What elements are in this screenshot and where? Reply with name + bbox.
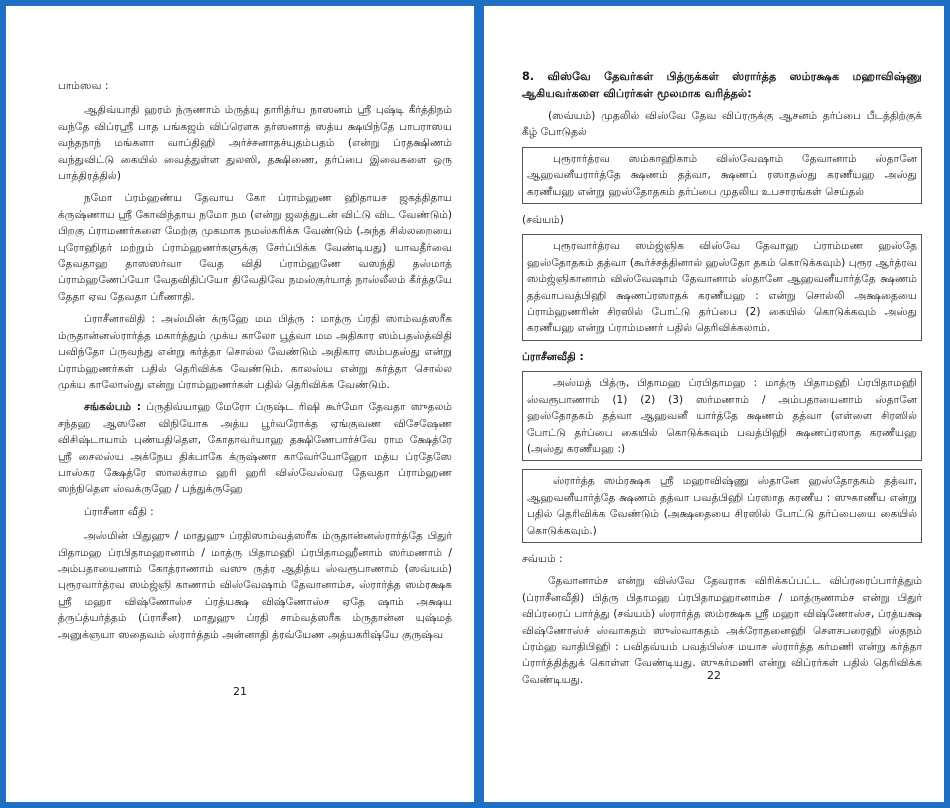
paragraph: ப்ராசீனாவிதி : அஸ்மின் க்ருஹே மம பித்ரு : மாத்ரு ப்ரதி ஸாம்வத்ஸரீக ம்ருதான்னஸ்ரார்த்த மகார்த்தும் முக்ய காலோ பூத்வா மம அதிகார ஸம்பதஸ்த்விதி பவிந்தோ ப்ருவந்து என்று கர்த்தா சொல்ல வேண்டும் அதிகார ஸம்பதஸ்து என்று ப்ராம்ஹணர்கள் பதில் தெரிவிக்க வேண்டும். காலஸ்ய என்று கர்த்தா சொல்ல முக்ய காலோஸ்து என்று ப்ராம்ஹணர்கள் பதில் தெரிவிக்க வேண்டும். (58, 313, 452, 391)
boxed-paragraph: அஸ்மத் பித்ரு, பிதாமஹ ப்ரபிதாமஹ : மாத்ரு பிதாமஹி ப்ரபிதாமஹி ஸ்வரூபாணாம் (1) (2) (3) ஸர்மணாம் / அம்பதாயைனாம் ஸ்தானே ஹஸ்தோதகம் தத்வா ஆஹவனீ யார்த்தே க்ஷணம் தத்வா (எள்ளை சிரஸில் போட்டு தர்ப்பை கையில் கொடுக்கவும் பவத்பிஹி க்ஷணப்ரஸாத கரணீயஹ (அஸ்து கரணீயஹ :) (522, 371, 922, 461)
paragraph: தேவானாம்ச என்று விஸ்வே தேவராக விரிக்கப்பட்ட விப்ரரைப்பார்த்தும் (ப்ராசீனவீதி) பித்ரு பிதாமஹ ப்ரபிதாமஹானாம்ச / மாத்ருணாம்ச என்று பிதுர் விப்ரரைப் பார்த்து (சவ்யம்) ஸ்ரார்த்த ஸம்ரக்ஷக ஸ்ரீ மஹா விஷ்ணோஸ்ச, ப்ரத்யக்ஷ விஷ்ணோஸ்ச் ஸ்வாகதம் ஸுஸ்வாகதம் அக்ரோதனைஹி சௌசபரைஹி ஸ்தநம் ப்ரம்ஹ வாதிபிஹி : பவிதவ்யம் பவத்பிஸ்ச மயாச ஸ்ரார்த்த கர்மணி என்று கர்த்தா ப்ரார்த்தித்துக் கொள்ள வேண்டியது. ஸுகர்மணி என்று விப்ரர்கள் பதில் தெரிவிக்க வேண்டியது. (522, 575, 922, 686)
paragraph: (ஸவ்யம்) முதலில் விஸ்வே தேவ விப்ரருக்கு ஆசனம் தர்ப்பை பீடத்திற்குக் கீழ் போடுதல் (522, 110, 922, 139)
boxed-paragraph: புரூரவார்த்ரவ ஸம்ஜ்ஞிக விஸ்வே தேவாஹ ப்ராம்மண ஹஸ்தே ஹஸ்தோதகம் தத்வா (கூர்ச்சத்தினால் ஹஸ்தோ தகம் கொடுக்கவும்) புரூர ஆர்த்ரவ ஸம்ஜ்ஞிகானாம் விஸ்வேஷாம் தேவானாம் ஸ்தானே ஆஹவனீயார்த்தே க்ஷணம் தத்வாபவத்பிஹி க்ஷணப்ரஸாதக் கரணீயஹ : என்று சொல்லி அக்ஷதையை ப்ராம்ஹணரின் சிரஸில் போட்டு தர்ப்பை (2) கையில் கொடுக்கவும் அஸ்து கரணீயஹ என்று ப்ராம்மணர் பதில் தெரிவிக்கலாம். (522, 234, 922, 340)
paragraph: ஆதிவ்யாதி ஹரம் ந்ருணாம் ம்ருத்யு தாரித்ர்ய நாஸனம் ஸ்ரீ புஷ்டி கீர்த்திநம் வந்தே விப்ரஸ்ரீ பாத பங்கஜம் விப்ரௌக தர்ஸனாத் ஸத்ய க்ஷயிந்தே பாபராஸய வந்தநாந் மங்களா வாப்திஹி அர்ச்சனாதச்யுதம்பதம் (என்று ப்ரதக்ஷிணம் வந்துவிட்டு கையில் வைத்துள்ள துலஸி, தக்ஷிணை, தர்ப்பை இவைகளை ஒரு பாத்திரத்தில்) (58, 104, 452, 183)
section-label: ப்ராசீனா வீதி : (84, 505, 154, 518)
boxed-paragraph: ஸ்ரார்த்த ஸம்ரக்ஷக ஸ்ரீ மஹாவிஷ்ணு ஸ்தானே ஹஸ்தோதகம் தத்வா, ஆஹவனீயார்த்தே க்ஷணம் தத்வா பவத்பிஹி ப்ரஸாத கரணீய : ஸுகாணீய என்று பதில் தெரிவிக்க வேண்டும் (அக்ஷதையை சிரஸில் போட்டு தர்ப்பையை கையில் கொடுக்கவும்.) (522, 469, 922, 543)
paragraph: நமோ ப்ரம்ஹண்ய தேவாய கோ ப்ராம்ஹண ஹிதாயச ஜகத்திதாய க்ருஷ்ணாய ஸ்ரீ கோவிந்தாய நமோ நம (என்று ஜலத்துடன் விட்டு விட வேண்டும்) பிறகு ப்ராமணர்களை மேற்கு முகமாக நமஸ்கரிக்க வேண்டும் (அந்த சில்லறையை புரோஹிதர் மற்றும் ப்ராம்ஹணர்களுக்கு சேர்ப்பிக்க வேண்டியது) யாவதீர்வை தேவதாஹ தாஸஸர்வா வேத விதி ப்ராம்ஹணே வஸந்தி தஸ்மாத் ப்ராம்ஹணேப்யோ வேதவிதிப்யோ திவேதிவே நமஸ்குர்யாத் நாஸ்லீலம் கீர்த்தயே தேதா ஏவ தேவதா ப்ரீணாதி. (58, 192, 452, 303)
section-label: ப்ராசீனவீதி : (522, 350, 584, 363)
paragraph (58, 399, 452, 497)
paragraph: (சவ்யம்) (522, 214, 564, 227)
left-page (6, 6, 474, 802)
paragraph: பாம்ஸவ : (58, 80, 109, 92)
paragraph: அஸ்மின் பிதுஹு / மாதுஹு ப்ரதிஸாம்வத்ஸரீக ம்ருதான்னஸ்ரார்த்தே பிதுர் பிதாமஹ ப்ரபிதாமஹானாம் / மாத்ரு பிதாமஹி ப்ரபிதாமஹீனாம் ஸர்மணாம் / அம்பதாயைனாம் கோத்ராணாம் வஸு ருத்ர ஆதித்ய ஸ்வரூபாணாம் (ஸவ்யம்) புரூரவார்த்ரவ ஸம்ஜ்ஞி காணாம் விஸ்வேஷாம் தேவானாம்ச, ஸ்ரார்த்த ஸம்ரக்ஷக ஸ்ரீ மஹா விஷ்ணோஸ்ச ப்ரத்யக்ஷ விஷ்ணோஸ்ச ஏதே ஷாம் அக்ஷய த்ருப்த்யர்த்தம் (ப்ராசீன) மாதுஹு ப்ரதி சாம்வத்ஸரீக ம்ருதான்ன யுஷ்மத் அனுக்ஞயா ஸதைவம் ஸ்ரார்த்தம் அன்னாதி த்ரவ்யேண அத்யகரிஷ்யே குருஷ்வ (58, 530, 452, 641)
section-heading: 8. விஸ்வே தேவர்கள் பித்ருக்கள் ஸ்ரார்த்த ஸம்ரக்ஷக மஹாவிஷ்ணு ஆகியவர்களை விப்ரர்கள் மூலமாக வரித்தல்: (522, 70, 922, 100)
right-page (484, 6, 944, 802)
page-number: 21 (233, 685, 247, 698)
paragraph: சவ்யம் : (522, 552, 563, 565)
boxed-paragraph: புரூரார்த்ரவ ஸம்காஹிகாம் விஸ்வேஷாம் தேவானாம் ஸ்தானே ஆஹவனீயரார்த்தே க்ஷணம் தத்வா, க்ஷணப் ரஸாதஸ்து கரணீயஹ அஸ்து கரணீயஹ என்று ஹஸ்தோதகம் தர்ப்பை முதலிய உபசாரங்கள் செய்தல் (522, 147, 922, 204)
page-number: 22 (707, 669, 721, 682)
section-label: சங்கல்பம் : (84, 401, 141, 414)
paragraph-text: ப்ருதிவ்யாஹ மேரோ ப்ருஷ்ட ரிஷி கூர்மோ தேவதா ஸுதலம் சந்தஹ ஆஸனே விநியோக அத்ய பூர்வரோக்த ஏங்குவண விசேஷேண விசிஷ்டாயாம் புண்யதிதௌ, கோதாவர்யாஹ தக்ஷிணேபார்ச்வே ராம க்ஷேத்ரே ஸ்ரீ சைலஸ்ய அக்நேய திக்பாகே க்ருஷ்ணா காவேர்யோஹோ மத்ய ப்ரதேஸே பாஸ்கர க்ஷேத்ரே ஸாலக்ராம ஹரி ஹரி விஸ்வேஸ்வர தேவதா ப்ராம்ஹண ஸந்நிதௌ ஸ்வக்ருஹே / பந்துக்ருஹே (58, 401, 452, 496)
